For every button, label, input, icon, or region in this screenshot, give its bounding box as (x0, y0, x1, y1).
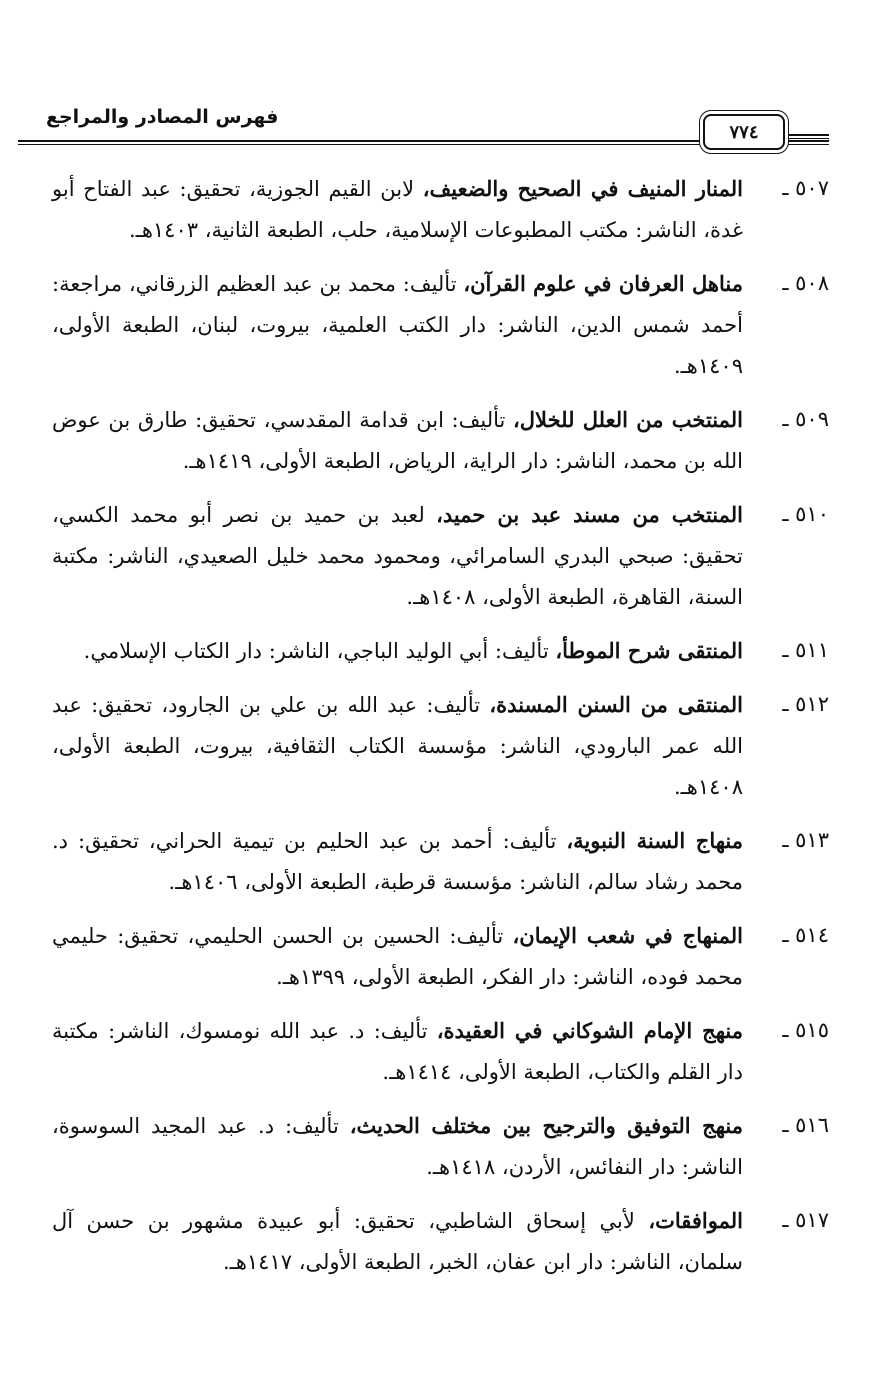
entry-text (52, 684, 743, 808)
entry-text (52, 630, 743, 672)
bibliography-entry (52, 684, 829, 808)
entry-title: مناهل العرفان في علوم القرآن، (463, 271, 743, 296)
entry-number: ٥١٥ ـ (782, 1018, 829, 1042)
entry-title: منهج الإمام الشوكاني في العقيدة، (436, 1018, 743, 1043)
entry-title: المنتقى شرح الموطأ، (555, 638, 743, 663)
entry-number: ٥١١ ـ (782, 638, 829, 662)
entry-text (52, 820, 743, 903)
entry-details: تأليف: د. عبد المجيد السوسوة، الناشر: دار النفائس، الأردن، ١٤١٨هـ. (52, 1114, 743, 1179)
entry-details: تأليف: أبي الوليد الباجي، الناشر: دار الكتاب الإسلامي. (83, 639, 556, 663)
entry-details: لعبد بن حميد بن نصر أبو محمد الكسي، تحقيق: صبحي البدري السامرائي، ومحمود محمد خليل الصعيدي، الناشر: مكتبة السنة، القاهرة، الطبعة الأولى، ١٤٠٨هـ. (52, 503, 743, 609)
entry-title: المنتخب من العلل للخلال، (513, 407, 743, 432)
bibliography-entry (52, 630, 829, 672)
entry-details: لأبي إسحاق الشاطبي، تحقيق: أبو عبيدة مشهور بن حسن آل سلمان، الناشر: دار ابن عفان، الخبر، الطبعة الأولى، ١٤١٧هـ. (52, 1209, 743, 1274)
entry-text (52, 494, 743, 618)
entry-number: ٥١٤ ـ (782, 923, 829, 947)
bibliography-entry (52, 820, 829, 903)
entry-number: ٥٠٨ ـ (782, 271, 829, 295)
entry-title: منهاج السنة النبوية، (566, 828, 743, 853)
bibliography-entry (52, 399, 829, 482)
entry-title: المنار المنيف في الصحيح والضعيف، (422, 176, 743, 201)
entry-text (52, 1105, 743, 1188)
entry-details: تأليف: محمد بن عبد العظيم الزرقاني، مراجعة: أحمد شمس الدين، الناشر: دار الكتب العلمية، بيروت، لبنان، الطبعة الأولى، ١٤٠٩هـ. (52, 272, 743, 378)
entry-details: تأليف: عبد الله بن علي بن الجارود، تحقيق: عبد الله عمر البارودي، الناشر: مؤسسة الكتاب الثقافية، بيروت، الطبعة الأولى، ١٤٠٨هـ. (52, 693, 743, 799)
entry-number: ٥٠٩ ـ (782, 407, 829, 431)
entry-text (52, 1200, 743, 1283)
bibliography-entry (52, 1200, 829, 1283)
bibliography-entry (52, 1010, 829, 1093)
entry-details: تأليف: د. عبد الله نومسوك، الناشر: مكتبة دار القلم والكتاب، الطبعة الأولى، ١٤١٤هـ. (52, 1019, 743, 1084)
entry-number: ٥١٠ ـ (782, 502, 829, 526)
entry-title: منهج التوفيق والترجيح بين مختلف الحديث، (349, 1113, 743, 1138)
entry-text (52, 168, 743, 251)
entry-number: ٥٠٧ ـ (782, 176, 829, 200)
entry-details: لابن القيم الجوزية، تحقيق: عبد الفتاح أبو غدة، الناشر: مكتب المطبوعات الإسلامية، حلب، الطبعة الثانية، ١٤٠٣هـ. (52, 177, 743, 242)
bibliography-entry (52, 168, 829, 251)
entry-title: المنتقى من السنن المسندة، (489, 692, 743, 717)
entry-title: المنهاج في شعب الإيمان، (512, 923, 744, 948)
running-title: فهرس المصادر والمراجع (46, 106, 279, 128)
entry-details: تأليف: الحسين بن الحسن الحليمي، تحقيق: حليمي محمد فوده، الناشر: دار الفكر، الطبعة الأولى، ١٣٩٩هـ. (52, 924, 743, 989)
entry-number: ٥١٧ ـ (782, 1208, 829, 1232)
entry-number: ٥١٣ ـ (782, 828, 829, 852)
page-header (18, 100, 829, 152)
entry-details: تأليف: ابن قدامة المقدسي، تحقيق: طارق بن عوض الله بن محمد، الناشر: دار الراية، الرياض، الطبعة الأولى، ١٤١٩هـ. (52, 408, 743, 473)
entry-number: ٥١٢ ـ (782, 692, 829, 716)
bibliography-entry (52, 915, 829, 998)
page-number-rule-thin (789, 138, 829, 139)
bibliography-entry (52, 494, 829, 618)
entry-details: تأليف: أحمد بن عبد الحليم بن تيمية الحراني، تحقيق: د. محمد رشاد سالم، الناشر: مؤسسة قرطبة، الطبعة الأولى، ١٤٠٦هـ. (52, 829, 743, 894)
entry-text (52, 263, 743, 387)
entry-title: المنتخب من مسند عبد بن حميد، (436, 502, 743, 527)
entry-text (52, 915, 743, 998)
entry-title: الموافقات، (648, 1208, 743, 1233)
entry-text (52, 1010, 743, 1093)
bibliography-list (52, 168, 829, 1295)
entry-number: ٥١٦ ـ (782, 1113, 829, 1137)
bibliography-entry (52, 263, 829, 387)
bibliography-entry (52, 1105, 829, 1188)
page-number-rule (789, 134, 829, 136)
page-number: ٧٧٤ (703, 114, 785, 150)
entry-text (52, 399, 743, 482)
